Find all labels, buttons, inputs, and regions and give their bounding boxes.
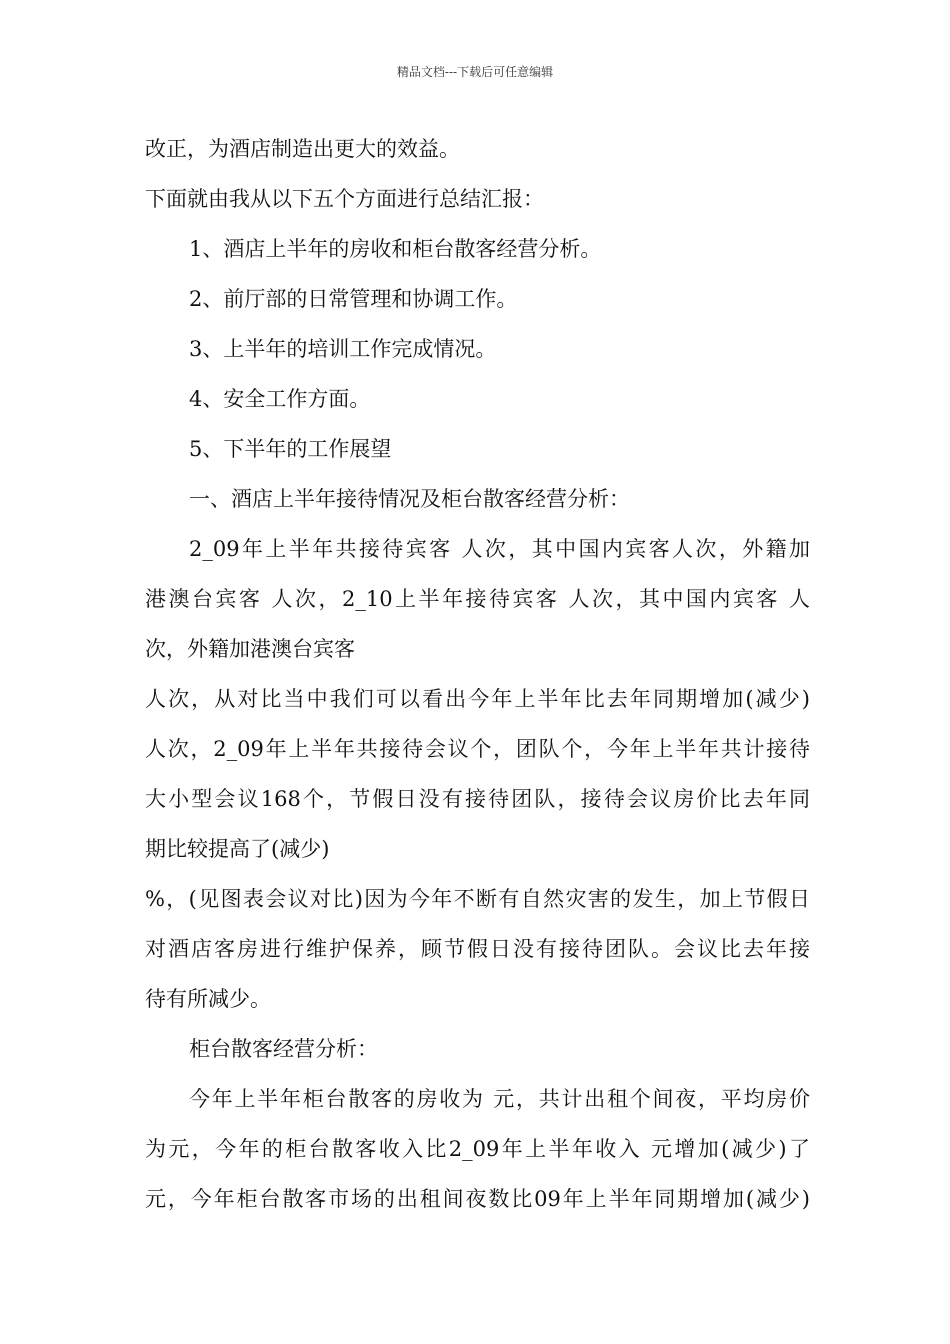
paragraph-line: 元，今年柜台散客市场的出租间夜数比09年上半年同期增加(减少) <box>145 1187 810 1211</box>
paragraph-line: 对酒店客房进行维护保养，顾节假日没有接待团队。会议比去年接 <box>145 937 810 961</box>
paragraph-line: 改正，为酒店制造出更大的效益。 <box>145 137 460 161</box>
paragraph-line: 2_09年上半年共接待宾客 人次，其中国内宾客人次，外籍加 <box>189 537 810 561</box>
subsection-heading: 柜台散客经营分析： <box>189 1037 378 1061</box>
paragraph-line: %，(见图表会议对比)因为今年不断有自然灾害的发生，加上节假日 <box>145 887 810 911</box>
paragraph-line: 为元，今年的柜台散客收入比2_09年上半年收入 元增加(减少)了 <box>145 1137 810 1161</box>
paragraph-line: 人次，从对比当中我们可以看出今年上半年比去年同期增加(减少) <box>145 687 810 711</box>
paragraph-line: 大小型会议168个，节假日没有接待团队，接待会议房价比去年同 <box>145 787 810 811</box>
paragraph-line: 期比较提高了(减少) <box>145 837 330 861</box>
paragraph-line: 待有所减少。 <box>145 987 271 1011</box>
list-item: 1、酒店上半年的房收和柜台散客经营分析。 <box>189 237 602 261</box>
list-item: 5、下半年的工作展望 <box>189 437 392 461</box>
page-header: 精品文档---下载后可任意编辑 <box>396 65 554 79</box>
section-heading: 一、酒店上半年接待情况及柜台散客经营分析： <box>189 487 630 511</box>
paragraph-line: 人次，2_09年上半年共接待会议个，团队个，今年上半年共计接待 <box>145 737 810 761</box>
paragraph-line: 下面就由我从以下五个方面进行总结汇报： <box>145 187 544 211</box>
paragraph-line: 港澳台宾客 人次，2_10上半年接待宾客 人次，其中国内宾客 人 <box>145 587 810 611</box>
list-item: 2、前厅部的日常管理和协调工作。 <box>189 287 518 311</box>
list-item: 3、上半年的培训工作完成情况。 <box>189 337 497 361</box>
list-item: 4、安全工作方面。 <box>189 387 371 411</box>
document-body <box>145 124 810 1224</box>
paragraph-line: 次，外籍加港澳台宾客 <box>145 637 355 661</box>
paragraph-line: 今年上半年柜台散客的房收为 元，共计出租个间夜，平均房价 <box>189 1087 810 1111</box>
